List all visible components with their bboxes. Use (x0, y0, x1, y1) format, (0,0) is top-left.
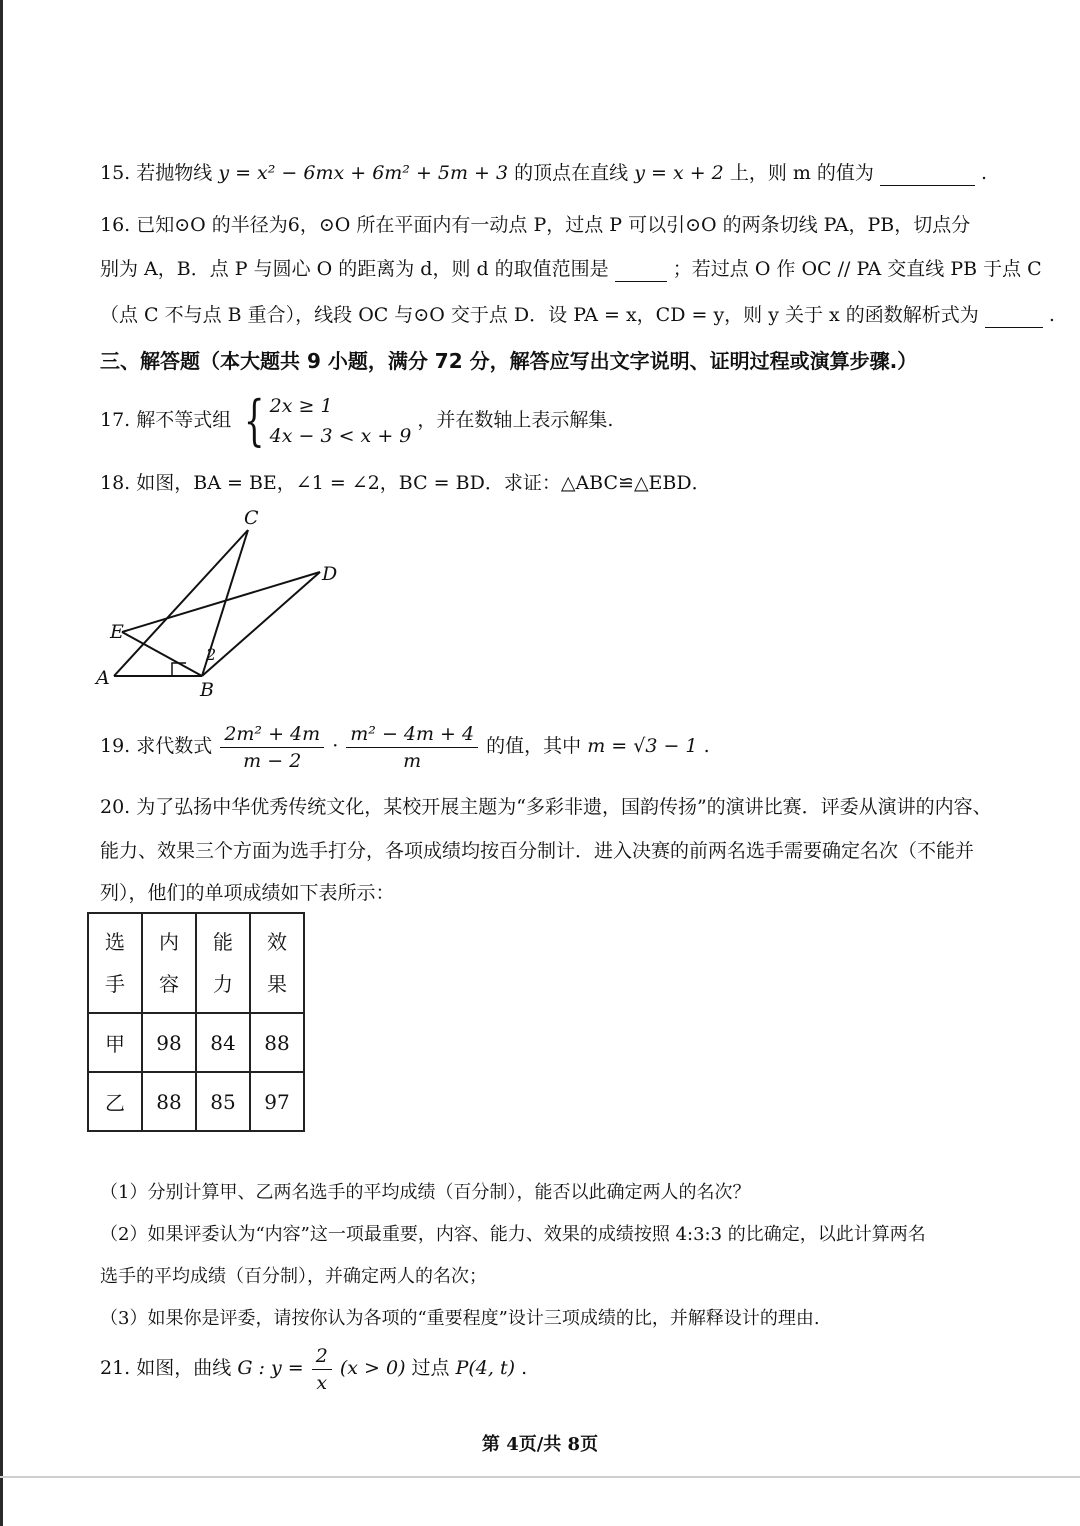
question-16-line3 (100, 302, 1055, 328)
q20-part-3: （3）如果你是评委，请按你认为各项的“重要程度”设计三项成绩的比，并解释设计的理由. (100, 1308, 820, 1329)
label-b: B (200, 679, 214, 700)
q20-score-table (87, 912, 305, 1132)
q19-frac1-numerator: 2m² + 4m (220, 721, 324, 748)
table-cell: 84 (196, 1013, 250, 1072)
q20-part-2-line1: （2）如果评委认为“内容”这一项最重要，内容、能力、效果的成绩按照 4:3:3 的比确定，以此计算两名 (100, 1224, 926, 1245)
question-17 (100, 390, 613, 451)
brace-symbol: { (244, 389, 265, 452)
label-c: C (244, 507, 259, 529)
table-cell: 88 (250, 1013, 304, 1072)
q21-condition: (x > 0) (339, 1357, 406, 1379)
question-19 (100, 718, 710, 774)
label-e: E (110, 621, 124, 643)
q16-line3-a: （点 C 不与点 B 重合），线段 OC 与⊙O 交于点 D．设 PA = x，CD = y，则 y 关于 x 的函数解析式为 (100, 304, 979, 326)
q20-part-2-line2: 选手的平均成绩（百分制），并确定两人的名次； (100, 1266, 487, 1287)
q21-fraction (312, 1343, 332, 1396)
q15-mid: 的顶点在直线 (514, 162, 629, 184)
q17-prefix: 17. 解不等式组 (100, 409, 232, 431)
q19-prefix: 19. 求代数式 (100, 735, 213, 757)
header-cell-contestant: 选 手 (88, 913, 142, 1013)
q17-suffix: ，并在数轴上表示解集. (417, 409, 614, 431)
q21-denominator: x (316, 1371, 328, 1394)
segment-ed (122, 572, 320, 632)
q15-answer-blank[interactable] (880, 165, 975, 186)
question-16-line2 (100, 256, 1042, 282)
question-15 (100, 160, 987, 186)
q17-inequality-system (237, 391, 411, 451)
question-20-line3: 列），他们的单项成绩如下表所示： (100, 882, 395, 904)
q19-frac2-denominator: m (403, 749, 422, 772)
table-cell: 甲 (88, 1013, 142, 1072)
q16-line2-b: ；若过点 O 作 OC // PA 交直线 PB 于点 C (672, 258, 1042, 280)
q15-prefix: 15. 若抛物线 (100, 162, 213, 184)
q15-line: y = x + 2 (634, 162, 724, 184)
question-20-line1: 20. 为了弘扬中华优秀传统文化，某校开展主题为“多彩非遗，国韵传扬”的演讲比赛．评委从演讲的内容、 (100, 796, 992, 818)
q21-curve: G : y = (237, 1357, 304, 1379)
header-cell-content: 内 容 (142, 913, 196, 1013)
label-d: D (322, 563, 338, 585)
segment-bd (202, 572, 320, 676)
q21-point: P(4, t) (455, 1357, 516, 1379)
q21-mid: 过点 (411, 1357, 450, 1379)
page-bottom-edge (0, 1476, 1080, 1478)
page-number-footer: 第 4页/共 8页 (481, 1434, 599, 1455)
label-a: A (96, 667, 110, 689)
section-3-heading: 三、解答题（本大题共 9 小题，满分 72 分，解答应写出文字说明、证明过程或演算步骤.） (100, 349, 918, 373)
q16-line3-b: . (1048, 304, 1055, 326)
q16-answer-blank-1[interactable] (615, 261, 667, 282)
q19-multiply-dot: · (332, 735, 339, 757)
table-cell: 乙 (88, 1072, 142, 1131)
question-20-line2: 能力、效果三个方面为选手打分，各项成绩均按百分制计．进入决赛的前两名选手需要确定名次（不能并 (100, 840, 975, 862)
q21-prefix: 21. 如图，曲线 (100, 1357, 232, 1379)
question-16-line1: 16. 已知⊙O 的半径为6，⊙O 所在平面内有一动点 P，过点 P 可以引⊙O 的两条切线 PA，PB，切点分 (100, 214, 971, 236)
label-angle-2: 2 (206, 645, 217, 664)
table-cell: 98 (142, 1013, 196, 1072)
table-cell: 85 (196, 1072, 250, 1131)
table-cell: 88 (142, 1072, 196, 1131)
question-21 (100, 1340, 527, 1396)
header-cell-effect: 效 果 (250, 913, 304, 1013)
q19-mid: 的值，其中 (486, 735, 582, 757)
question-18: 18. 如图，BA = BE，∠1 = ∠2，BC = BD．求证：△ABC≌△EBD． (100, 472, 711, 494)
table-row (88, 1072, 304, 1131)
q16-answer-blank-2[interactable] (985, 307, 1043, 328)
q15-end: . (981, 162, 988, 184)
q21-numerator: 2 (312, 1343, 332, 1370)
q19-fraction-2 (346, 721, 478, 774)
q15-suffix: 上，则 m 的值为 (729, 162, 874, 184)
q19-value: m = √3 − 1 (587, 735, 698, 757)
q18-geometry-figure (90, 500, 360, 700)
q17-inequality-1: 2x ≥ 1 (269, 395, 333, 417)
q19-frac2-numerator: m² − 4m + 4 (346, 721, 478, 748)
q19-frac1-denominator: m − 2 (243, 749, 302, 772)
q21-end: . (521, 1357, 528, 1379)
q19-end: . (703, 735, 710, 757)
q16-line2-a: 别为 A，B．点 P 与圆心 O 的距离为 d，则 d 的取值范围是 (100, 258, 609, 280)
table-row (88, 1013, 304, 1072)
table-cell: 97 (250, 1072, 304, 1131)
q20-part-1: （1）分别计算甲、乙两名选手的平均成绩（百分制），能否以此确定两人的名次？ (100, 1182, 751, 1203)
page-left-edge (0, 0, 3, 1526)
header-cell-ability: 能 力 (196, 913, 250, 1013)
table-header-row (88, 913, 304, 1013)
q19-fraction-1 (220, 721, 324, 774)
q17-inequality-2: 4x − 3 < x + 9 (269, 425, 412, 447)
q15-parabola: y = x² − 6mx + 6m² + 5m + 3 (218, 162, 509, 184)
